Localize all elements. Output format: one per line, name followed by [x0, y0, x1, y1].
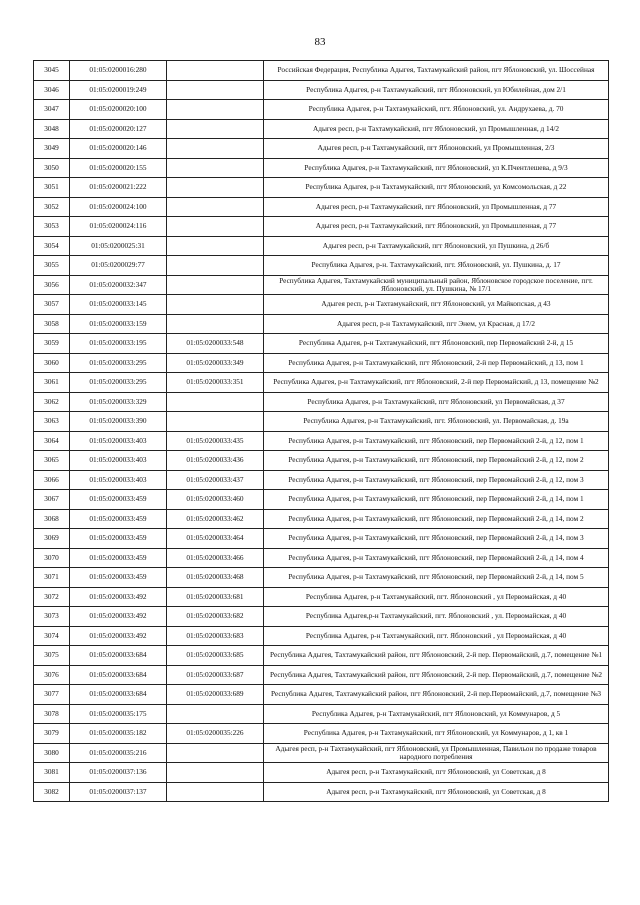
building-cadastral-number-cell: 01:05:0200033:689 [167, 685, 264, 705]
registry-table-body [34, 61, 609, 802]
table-row [34, 275, 609, 295]
address-cell: Адыгея респ, р-н Тахтамукайский, пгт Яблоновский, ул Пушкина, д 26/б [264, 236, 609, 256]
address-cell: Республика Адыгея, р-н Тахтамукайский, пгт Яблоновский, ул Комсомольская, д 22 [264, 178, 609, 198]
table-row [34, 373, 609, 393]
cadastral-number-cell: 01:05:0200033:492 [70, 587, 167, 607]
address-cell: Адыгея респ, р-н Тахтамукайский, пгт Яблоновский, ул Советская, д 8 [264, 782, 609, 802]
building-cadastral-number-cell [167, 256, 264, 276]
table-row [34, 178, 609, 198]
cadastral-number-cell: 01:05:0200033:459 [70, 568, 167, 588]
table-row [34, 763, 609, 783]
building-cadastral-number-cell [167, 295, 264, 315]
cadastral-number-cell: 01:05:0200033:195 [70, 334, 167, 354]
building-cadastral-number-cell: 01:05:0200033:464 [167, 529, 264, 549]
table-row [34, 743, 609, 763]
cadastral-number-cell: 01:05:0200024:100 [70, 197, 167, 217]
row-number-cell: 3057 [34, 295, 70, 315]
cadastral-number-cell: 01:05:0200035:175 [70, 704, 167, 724]
cadastral-number-cell: 01:05:0200020:127 [70, 119, 167, 139]
address-cell: Адыгея респ, р-н Тахтамукайский, пгт Энем, ул Красная, д 17/2 [264, 314, 609, 334]
table-row [34, 470, 609, 490]
address-cell: Республика Адыгея, Тахтамукайский район, пгт Яблоновский, 2-й пер. Первомайский, д.7, помещение №1 [264, 646, 609, 666]
table-row [34, 587, 609, 607]
cadastral-number-cell: 01:05:0200032:347 [70, 275, 167, 295]
table-row [34, 197, 609, 217]
table-row [34, 626, 609, 646]
row-number-cell: 3050 [34, 158, 70, 178]
building-cadastral-number-cell: 01:05:0200033:437 [167, 470, 264, 490]
building-cadastral-number-cell: 01:05:0200035:226 [167, 724, 264, 744]
building-cadastral-number-cell [167, 392, 264, 412]
cadastral-number-cell: 01:05:0200024:116 [70, 217, 167, 237]
address-cell: Республика Адыгея, р-н Тахтамукайский, пгт Яблоновский, ул Первомайская, д 37 [264, 392, 609, 412]
building-cadastral-number-cell [167, 743, 264, 763]
row-number-cell: 3058 [34, 314, 70, 334]
address-cell: Республика Адыгея, р-н Тахтамукайский, пгт. Яблоновский, ул. Андрухаева, д. 70 [264, 100, 609, 120]
address-cell: Республика Адыгея, Тахтамукайский район, пгт Яблоновский, 2-й пер. Первомайский, д.7, помещение №2 [264, 665, 609, 685]
building-cadastral-number-cell [167, 158, 264, 178]
building-cadastral-number-cell: 01:05:0200033:683 [167, 626, 264, 646]
row-number-cell: 3072 [34, 587, 70, 607]
table-row [34, 431, 609, 451]
address-cell: Республика Адыгея, р-н Тахтамукайский, пгт Яблоновский, пер Первомайский 2-й, д 15 [264, 334, 609, 354]
building-cadastral-number-cell: 01:05:0200033:682 [167, 607, 264, 627]
table-row [34, 529, 609, 549]
table-row [34, 334, 609, 354]
cadastral-number-cell: 01:05:0200033:459 [70, 529, 167, 549]
address-cell: Республика Адыгея, р-н Тахтамукайский, пгт Яблоновский, пер Первомайский 2-й, д 14, пом 5 [264, 568, 609, 588]
cadastral-number-cell: 01:05:0200033:403 [70, 451, 167, 471]
table-row [34, 139, 609, 159]
address-cell: Адыгея респ, р-н Тахтамукайский, пгт Яблоновский, ул Майкопская, д 43 [264, 295, 609, 315]
row-number-cell: 3060 [34, 353, 70, 373]
address-cell: Адыгея респ, р-н Тахтамукайский, пгт Яблоновский, ул Промышленная, д 77 [264, 197, 609, 217]
table-row [34, 80, 609, 100]
cadastral-number-cell: 01:05:0200037:137 [70, 782, 167, 802]
table-row [34, 314, 609, 334]
table-row [34, 646, 609, 666]
table-row [34, 568, 609, 588]
building-cadastral-number-cell: 01:05:0200033:685 [167, 646, 264, 666]
row-number-cell: 3059 [34, 334, 70, 354]
row-number-cell: 3049 [34, 139, 70, 159]
row-number-cell: 3048 [34, 119, 70, 139]
row-number-cell: 3054 [34, 236, 70, 256]
row-number-cell: 3076 [34, 665, 70, 685]
table-row [34, 704, 609, 724]
table-row [34, 100, 609, 120]
address-cell: Республика Адыгея, р-н Тахтамукайский, пгт. Яблоновский , ул Первомайская, д 40 [264, 626, 609, 646]
table-row [34, 548, 609, 568]
cadastral-number-cell: 01:05:0200033:329 [70, 392, 167, 412]
address-cell: Республика Адыгея, р-н Тахтамукайский, пгт Яблоновский, ул Коммунаров, д 1, кв 1 [264, 724, 609, 744]
address-cell: Республика Адыгея, р-н Тахтамукайский, пгт Яблоновский, пер Первомайский 2-й, д 14, пом 1 [264, 490, 609, 510]
cadastral-number-cell: 01:05:0200029:77 [70, 256, 167, 276]
address-cell: Республика Адыгея, р-н Тахтамукайский, пгт Яблоновский, пер Первомайский 2-й, д 14, пом 4 [264, 548, 609, 568]
row-number-cell: 3046 [34, 80, 70, 100]
cadastral-number-cell: 01:05:0200033:684 [70, 685, 167, 705]
address-cell: Республика Адыгея, Тахтамукайский муниципальный район, Яблоновское городское поселение, пгт. Яблоновский, ул. Пушкина, № 17/1 [264, 275, 609, 295]
table-row [34, 607, 609, 627]
cadastral-number-cell: 01:05:0200033:403 [70, 470, 167, 490]
address-cell: Республика Адыгея, р-н Тахтамукайский, пгт Яблоновский, пер Первомайский 2-й, д 12, пом 2 [264, 451, 609, 471]
building-cadastral-number-cell: 01:05:0200033:687 [167, 665, 264, 685]
cadastral-number-cell: 01:05:0200035:182 [70, 724, 167, 744]
address-cell: Российская Федерация, Республика Адыгея, Тахтамукайский район, пгт Яблоновский, ул. Шоссейная [264, 61, 609, 81]
cadastral-number-cell: 01:05:0200020:100 [70, 100, 167, 120]
row-number-cell: 3073 [34, 607, 70, 627]
row-number-cell: 3056 [34, 275, 70, 295]
cadastral-number-cell: 01:05:0200033:145 [70, 295, 167, 315]
row-number-cell: 3064 [34, 431, 70, 451]
row-number-cell: 3080 [34, 743, 70, 763]
building-cadastral-number-cell [167, 100, 264, 120]
table-row [34, 295, 609, 315]
address-cell: Республика Адыгея, р-н Тахтамукайский, пгт Яблоновский, 2-й пер Первомайский, д 13, помещение №2 [264, 373, 609, 393]
row-number-cell: 3055 [34, 256, 70, 276]
row-number-cell: 3062 [34, 392, 70, 412]
building-cadastral-number-cell [167, 314, 264, 334]
row-number-cell: 3070 [34, 548, 70, 568]
table-row [34, 665, 609, 685]
building-cadastral-number-cell: 01:05:0200033:436 [167, 451, 264, 471]
building-cadastral-number-cell [167, 178, 264, 198]
address-cell: Адыгея респ, р-н Тахтамукайский, пгт Яблоновский, ул Промышленная, д 14/2 [264, 119, 609, 139]
table-row [34, 685, 609, 705]
row-number-cell: 3074 [34, 626, 70, 646]
row-number-cell: 3067 [34, 490, 70, 510]
row-number-cell: 3078 [34, 704, 70, 724]
building-cadastral-number-cell [167, 139, 264, 159]
building-cadastral-number-cell: 01:05:0200033:548 [167, 334, 264, 354]
row-number-cell: 3045 [34, 61, 70, 81]
table-row [34, 392, 609, 412]
building-cadastral-number-cell [167, 61, 264, 81]
building-cadastral-number-cell [167, 80, 264, 100]
address-cell: Адыгея респ, р-н Тахтамукайский, пгт Яблоновский, ул Советская, д 8 [264, 763, 609, 783]
cadastral-number-cell: 01:05:0200033:492 [70, 607, 167, 627]
row-number-cell: 3065 [34, 451, 70, 471]
cadastral-number-cell: 01:05:0200019:249 [70, 80, 167, 100]
cadastral-number-cell: 01:05:0200033:403 [70, 431, 167, 451]
cadastral-number-cell: 01:05:0200033:159 [70, 314, 167, 334]
address-cell: Республика Адыгея,р-н Тахтамукайский, пгт. Яблоновский , ул. Первомайская, д 40 [264, 607, 609, 627]
table-row [34, 724, 609, 744]
row-number-cell: 3079 [34, 724, 70, 744]
building-cadastral-number-cell [167, 275, 264, 295]
table-row [34, 217, 609, 237]
cadastral-number-cell: 01:05:0200033:295 [70, 373, 167, 393]
building-cadastral-number-cell [167, 217, 264, 237]
address-cell: Республика Адыгея, р-н Тахтамукайский, пгт Яблоновский, ул Коммунаров, д 5 [264, 704, 609, 724]
table-row [34, 119, 609, 139]
row-number-cell: 3061 [34, 373, 70, 393]
cadastral-number-cell: 01:05:0200016:280 [70, 61, 167, 81]
page-number: 83 [314, 36, 326, 48]
table-row [34, 509, 609, 529]
table-row [34, 256, 609, 276]
address-cell: Адыгея респ, р-н Тахтамукайский, пгт Яблоновский, ул Промышленная, д 77 [264, 217, 609, 237]
address-cell: Республика Адыгея, р-н Тахтамукайский, пгт Яблоновский, пер Первомайский 2-й, д 14, пом 3 [264, 529, 609, 549]
row-number-cell: 3066 [34, 470, 70, 490]
address-cell: Республика Адыгея, р-н Тахтамукайский, пгт Яблоновский, ул К.Пчентлешева, д 9/3 [264, 158, 609, 178]
cadastral-number-cell: 01:05:0200033:459 [70, 548, 167, 568]
address-cell: Республика Адыгея, р-н Тахтамукайский, пгт. Яблоновский , ул Первомайская, д 40 [264, 587, 609, 607]
row-number-cell: 3063 [34, 412, 70, 432]
cadastral-number-cell: 01:05:0200025:31 [70, 236, 167, 256]
table-row [34, 451, 609, 471]
cadastral-number-cell: 01:05:0200035:216 [70, 743, 167, 763]
address-cell: Адыгея респ, р-н Тахтамукайский, пгт Яблоновский, ул Промышленная, Павильон по продаже товаров народного потребления [264, 743, 609, 763]
building-cadastral-number-cell: 01:05:0200033:462 [167, 509, 264, 529]
address-cell: Республика Адыгея, р-н Тахтамукайский, пгт. Яблоновский, ул. Первомайская, д. 19а [264, 412, 609, 432]
row-number-cell: 3053 [34, 217, 70, 237]
building-cadastral-number-cell [167, 782, 264, 802]
address-cell: Республика Адыгея, р-н Тахтамукайский, пгт Яблоновский, пер Первомайский 2-й, д 14, пом 2 [264, 509, 609, 529]
cadastral-number-cell: 01:05:0200020:146 [70, 139, 167, 159]
registry-table [33, 60, 609, 802]
row-number-cell: 3077 [34, 685, 70, 705]
building-cadastral-number-cell: 01:05:0200033:351 [167, 373, 264, 393]
address-cell: Республика Адыгея, р-н Тахтамукайский, пгт Яблоновский, 2-й пер Первомайский, д 13, пом 1 [264, 353, 609, 373]
building-cadastral-number-cell: 01:05:0200033:435 [167, 431, 264, 451]
building-cadastral-number-cell [167, 119, 264, 139]
row-number-cell: 3075 [34, 646, 70, 666]
address-cell: Республика Адыгея, р-н. Тахтамукайский, пгт. Яблоновский, ул. Пушкина, д. 17 [264, 256, 609, 276]
building-cadastral-number-cell [167, 197, 264, 217]
cadastral-number-cell: 01:05:0200021:222 [70, 178, 167, 198]
building-cadastral-number-cell: 01:05:0200033:349 [167, 353, 264, 373]
table-row [34, 236, 609, 256]
row-number-cell: 3071 [34, 568, 70, 588]
row-number-cell: 3052 [34, 197, 70, 217]
address-cell: Республика Адыгея, р-н Тахтамукайский, пгт Яблоновский, пер Первомайский 2-й, д 12, пом 1 [264, 431, 609, 451]
table-row [34, 782, 609, 802]
cadastral-number-cell: 01:05:0200037:136 [70, 763, 167, 783]
cadastral-number-cell: 01:05:0200033:295 [70, 353, 167, 373]
table-row [34, 353, 609, 373]
building-cadastral-number-cell [167, 763, 264, 783]
table-row [34, 490, 609, 510]
building-cadastral-number-cell: 01:05:0200033:466 [167, 548, 264, 568]
table-row [34, 412, 609, 432]
row-number-cell: 3068 [34, 509, 70, 529]
row-number-cell: 3081 [34, 763, 70, 783]
address-cell: Адыгея респ, р-н Тахтамукайский, пгт Яблоновский, ул Промышленная, 2/3 [264, 139, 609, 159]
cadastral-number-cell: 01:05:0200033:459 [70, 509, 167, 529]
row-number-cell: 3047 [34, 100, 70, 120]
building-cadastral-number-cell [167, 236, 264, 256]
cadastral-number-cell: 01:05:0200033:684 [70, 646, 167, 666]
cadastral-number-cell: 01:05:0200033:390 [70, 412, 167, 432]
building-cadastral-number-cell: 01:05:0200033:681 [167, 587, 264, 607]
building-cadastral-number-cell: 01:05:0200033:460 [167, 490, 264, 510]
table-row [34, 61, 609, 81]
building-cadastral-number-cell [167, 704, 264, 724]
address-cell: Республика Адыгея, р-н Тахтамукайский, пгт Яблоновский, ул Юбилейная, дом 2/1 [264, 80, 609, 100]
address-cell: Республика Адыгея, Тахтамукайский район, пгт Яблоновский, 2-й пер.Первомайский, д.7, помещение №3 [264, 685, 609, 705]
row-number-cell: 3069 [34, 529, 70, 549]
cadastral-number-cell: 01:05:0200033:492 [70, 626, 167, 646]
cadastral-number-cell: 01:05:0200033:684 [70, 665, 167, 685]
cadastral-number-cell: 01:05:0200020:155 [70, 158, 167, 178]
table-row [34, 158, 609, 178]
cadastral-number-cell: 01:05:0200033:459 [70, 490, 167, 510]
building-cadastral-number-cell [167, 412, 264, 432]
row-number-cell: 3051 [34, 178, 70, 198]
row-number-cell: 3082 [34, 782, 70, 802]
address-cell: Республика Адыгея, р-н Тахтамукайский, пгт Яблоновский, пер Первомайский 2-й, д 12, пом 3 [264, 470, 609, 490]
building-cadastral-number-cell: 01:05:0200033:468 [167, 568, 264, 588]
